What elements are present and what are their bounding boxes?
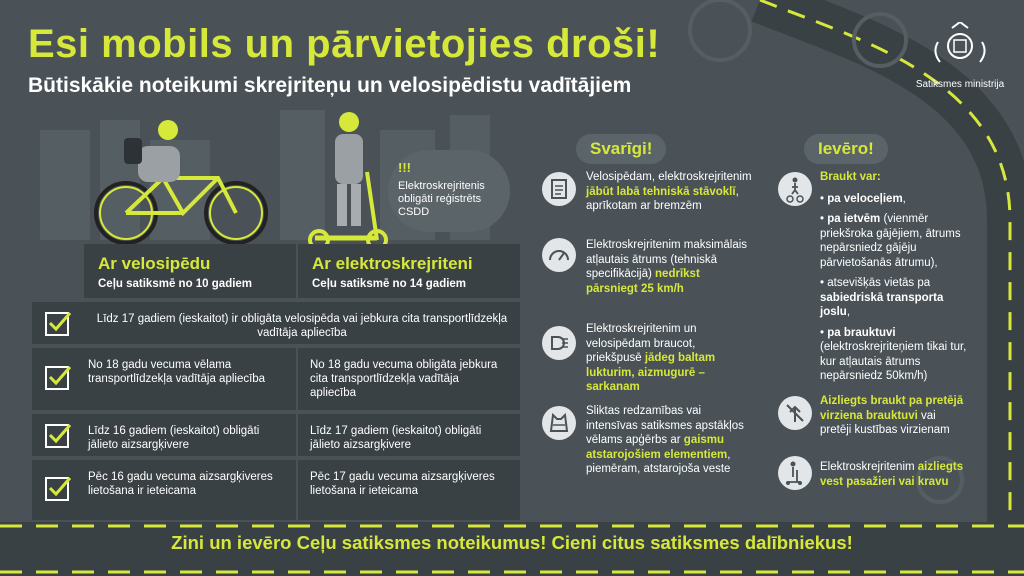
important-item-2 xyxy=(586,238,754,296)
notice-heading: Ievēro! xyxy=(804,134,888,164)
forbid-2-text: Elektroskrejritenim xyxy=(820,461,918,473)
table-row xyxy=(32,414,520,456)
ministry-emblem-icon xyxy=(930,22,990,70)
callout-marks: !!! xyxy=(398,160,411,175)
bullet-4-rest: (elektroskrejriteņiem tikai tur, kur atļautais ātrums nepārsniedz 50km/h) xyxy=(820,341,967,382)
ministry-name: Satiksmes ministrija xyxy=(915,79,1005,90)
page-subtitle: Būtiskākie noteikumi skrejriteņu un velosipēdistu vadītājiem xyxy=(28,74,632,97)
bike-header-subtitle: Ceļu satiksmē no 10 gadiem xyxy=(98,278,253,290)
notice-bullet-3: • atsevišķās vietās pa sabiedriskā transporta joslu, xyxy=(820,277,944,318)
scooter-header xyxy=(298,244,520,298)
notice-list xyxy=(820,170,970,384)
notice-bullet-2: • pa ietvēm (vienmēr priekšroka gājējiem, ātrums nepārsniedz gājēju pārvietošanās ātrumu), xyxy=(820,213,961,269)
notice-bullet-1: • pa veloceļiem, xyxy=(820,192,906,205)
row3-scooter: Līdz 17 gadiem (ieskaitot) obligāti jālieto aizsargķivere xyxy=(298,414,520,456)
row4-scooter: Pēc 17 gadu vecuma aizsargķiveres lietošana ir ieteicama xyxy=(298,460,520,520)
footer-slogan: Zini un ievēro Ceļu satiksmes noteikumus! Cieni citus satiksmes dalībniekus! xyxy=(171,532,853,553)
important-3-text: Elektroskrejritenim un velosipēdam braucot, priekšpusē xyxy=(586,323,697,364)
important-item-4 xyxy=(586,404,754,477)
bullet-3-end: , xyxy=(846,306,851,318)
scooter-header-subtitle: Ceļu satiksmē no 14 gadiem xyxy=(312,278,467,290)
bike-header xyxy=(84,244,296,298)
important-4-text: Sliktas redzamības vai intensīvas satiksmes apstākļos vēlams apģērbs ar xyxy=(586,405,744,446)
important-4-highlight: gaismu atstarojošiem elementiem xyxy=(586,434,728,461)
vest-icon xyxy=(542,406,576,440)
bike-header-title: Ar velosipēdu xyxy=(98,254,211,273)
important-2-text: Elektroskrejritenim maksimālais atļautais ātrums (tehniskā specifikācijā) xyxy=(586,239,748,280)
bullet-2-bold: pa ietvēm xyxy=(827,213,881,225)
checklist-icon xyxy=(542,172,576,206)
notice-forbid-2 xyxy=(820,460,970,489)
row1-text: Līdz 17 gadiem (ieskaitot) ir obligāta velosipēda vai jebkura cita transportlīdzekļa vadītāja apliecība xyxy=(84,302,520,344)
no-wrong-way-icon xyxy=(778,396,812,430)
important-heading: Svarīgi! xyxy=(576,134,666,164)
headlight-icon xyxy=(542,326,576,360)
bullet-1-bold: pa veloceļiem xyxy=(827,192,903,205)
important-1-highlight: jābūt labā tehniskā stāvoklī xyxy=(586,185,736,198)
scooter-header-title: Ar elektroskrejriteni xyxy=(312,254,473,273)
bullet-4-bold: pa brauktuvi xyxy=(827,326,896,339)
ministry-logo xyxy=(910,22,1010,90)
important-3-highlight: jādeg baltam lukturim, aizmugurē – sarkanam xyxy=(586,352,716,393)
bullet-2-rest: (vienmēr priekšroka gājējiem, ātrums nepārsniedz gājēju pārvietošanās ātrumu), xyxy=(820,213,961,269)
bicycle-illustration xyxy=(88,118,278,248)
important-2-highlight: nedrīkst pārsniegt 25 km/h xyxy=(586,268,700,295)
bullet-3-text: atsevišķās vietās pa xyxy=(827,277,931,289)
notice-bullet-4: • pa brauktuvi (elektroskrejriteņiem tikai tur, kur atļautais ātrums nepārsniedz 50km/h) xyxy=(820,326,967,382)
important-4-end: , piemēram, atstarojoša veste xyxy=(586,448,731,475)
row4-bike: Pēc 16 gadu vecuma aizsargķiveres lietošana ir ieteicama xyxy=(32,460,296,520)
row2-bike: No 18 gadu vecuma vēlama transportlīdzekļa vadītāja apliecība xyxy=(32,348,296,410)
table-row xyxy=(32,460,520,520)
important-item-3 xyxy=(586,322,754,395)
forbid-1-text: vai pretēji kustības virzienam xyxy=(820,409,950,436)
row2-scooter: No 18 gadu vecuma obligāta jebkura cita transportlīdzekļa vadītāja apliecība xyxy=(298,348,520,410)
bullet-1-end: , xyxy=(902,192,906,205)
table-row xyxy=(32,302,520,344)
speedometer-icon xyxy=(542,238,576,272)
notice-forbid-1 xyxy=(820,394,970,438)
row3-bike: Līdz 16 gadiem (ieskaitot) obligāti jālieto aizsargķivere xyxy=(32,414,296,456)
scooter-illustration xyxy=(305,112,395,252)
forbid-2-highlight: aizliegts vest pasažieri vai kravu xyxy=(820,461,964,488)
important-1-text: Velosipēdam, elektroskrejritenim xyxy=(586,171,752,183)
bullet-3-bold: sabiedriskā transporta joslu xyxy=(820,291,944,318)
checkmark-icon xyxy=(44,363,72,391)
important-item-1 xyxy=(586,170,754,214)
checkmark-icon xyxy=(44,474,72,502)
scooter-passenger-icon xyxy=(778,456,812,490)
table-row xyxy=(32,348,520,410)
forbid-1-highlight: Aizliegts braukt pa pretējā virziena brauktuvi xyxy=(820,395,964,422)
page-title: Esi mobils un pārvietojies droši! xyxy=(28,22,661,66)
ride-can-label: Braukt var: xyxy=(820,171,881,183)
pedestrian-bike-icon xyxy=(778,172,812,206)
checkmark-icon xyxy=(44,309,72,337)
checkmark-icon xyxy=(44,421,72,449)
callout-text: Elektroskrejritenis obligāti reģistrēts CSDD xyxy=(398,180,485,218)
important-1-end: , aprīkotam ar bremzēm xyxy=(586,185,739,212)
